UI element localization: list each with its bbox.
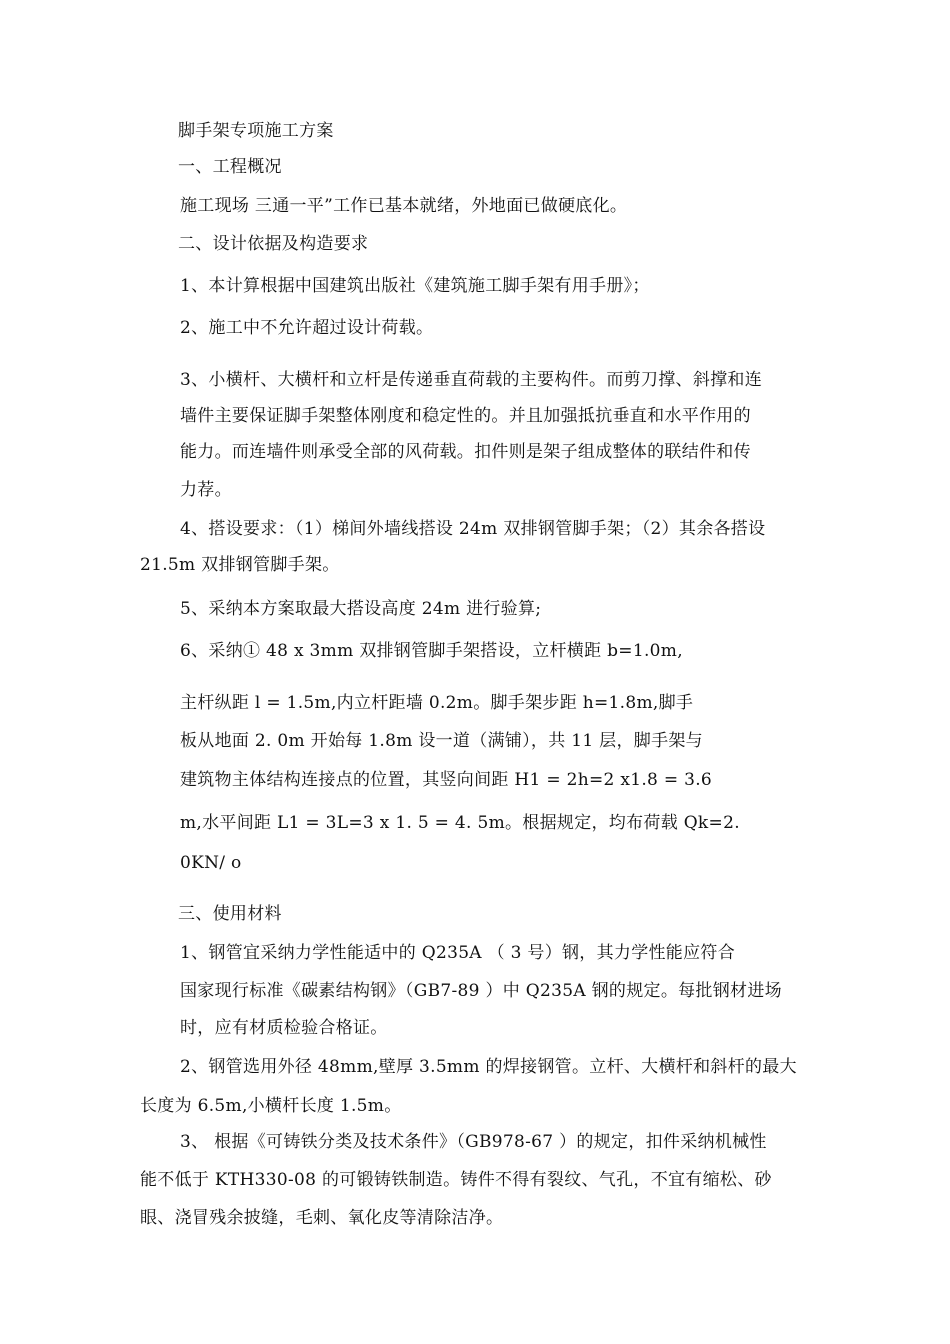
list-item-4-line-1: 4、搭设要求：（1）梯间外墙线搭设 24m 双排钢管脚手架；（2）其余各搭设 bbox=[180, 519, 766, 539]
list-item-6-line-3: 板从地面 2. 0m 开始每 1.8m 设一道（满铺），共 11 层，脚手架与 bbox=[180, 731, 703, 751]
list-item-3-line-2: 墙件主要保证脚手架整体刚度和稳定性的。并且加强抵抗垂直和水平作用的 bbox=[180, 406, 751, 426]
list-item-6-line-6: 0KN/ o bbox=[180, 853, 242, 873]
section-heading-design-basis: 二、设计依据及构造要求 bbox=[178, 234, 369, 254]
list-item-3-line-3: 能力。而连墙件则承受全部的风荷载。扣件则是架子组成整体的联结件和传 bbox=[180, 442, 751, 462]
list-item-4-line-2: 21.5m 双排钢管脚手架。 bbox=[140, 555, 340, 575]
material-item-3-line-1: 3、 根据《可铸铁分类及技术条件》（GB978-67 ）的规定，扣件采纳机械性 bbox=[180, 1132, 767, 1152]
material-item-1-line-1: 1、钢管宜采纳力学性能适中的 Q235A （ 3 号）钢，其力学性能应符合 bbox=[180, 943, 736, 963]
material-item-2-line-1: 2、钢管选用外径 48mm,壁厚 3.5mm 的焊接钢管。立杆、大横杆和斜杆的最大 bbox=[180, 1057, 797, 1077]
list-item-3-line-1: 3、小横杆、大横杆和立杆是传递垂直荷载的主要构件。而剪刀撑、斜撑和连 bbox=[180, 370, 763, 390]
paragraph-overview: 施工现场 三通一平”工作已基本就绪，外地面已做硬底化。 bbox=[180, 196, 628, 216]
material-item-1-line-2: 国家现行标准《碳素结构钢》（GB7-89 ）中 Q235A 钢的规定。每批钢材进场 bbox=[180, 981, 782, 1001]
list-item-1: 1、本计算根据中国建筑出版社《建筑施工脚手架有用手册》； bbox=[180, 276, 650, 296]
list-item-6-line-2: 主杆纵距 l = 1.5m,内立杆距墙 0.2m。脚手架步距 h=1.8m,脚手 bbox=[180, 693, 694, 713]
list-item-5: 5、采纳本方案取最大搭设高度 24m 进行验算; bbox=[180, 599, 542, 619]
material-item-3-line-3: 眼、浇冒残余披缝，毛刺、氧化皮等清除洁净。 bbox=[140, 1208, 504, 1228]
section-heading-materials: 三、使用材料 bbox=[178, 904, 282, 924]
section-heading-overview: 一、工程概况 bbox=[178, 157, 282, 177]
list-item-3-line-4: 力荐。 bbox=[180, 480, 232, 500]
material-item-3-line-2: 能不低于 KTH330-08 的可锻铸铁制造。铸件不得有裂纹、气孔，不宜有缩松、砂 bbox=[140, 1170, 772, 1190]
document-title: 脚手架专项施工方案 bbox=[178, 121, 334, 141]
list-item-2: 2、施工中不允许超过设计荷载。 bbox=[180, 318, 434, 338]
list-item-6-line-1: 6、采纳① 48 x 3mm 双排钢管脚手架搭设，立杆横距 b=1.0m, bbox=[180, 641, 683, 661]
list-item-6-line-5: m,水平间距 L1 = 3L=3 x 1. 5 = 4. 5m。根据规定，均布荷载 Qk=2. bbox=[180, 813, 740, 833]
material-item-2-line-2: 长度为 6.5m,小横杆长度 1.5m。 bbox=[140, 1096, 402, 1116]
list-item-6-line-4: 建筑物主体结构连接点的位置，其竖向间距 H1 = 2h=2 x1.8 = 3.6 bbox=[180, 770, 713, 790]
material-item-1-line-3: 时，应有材质检验合格证。 bbox=[180, 1018, 388, 1038]
